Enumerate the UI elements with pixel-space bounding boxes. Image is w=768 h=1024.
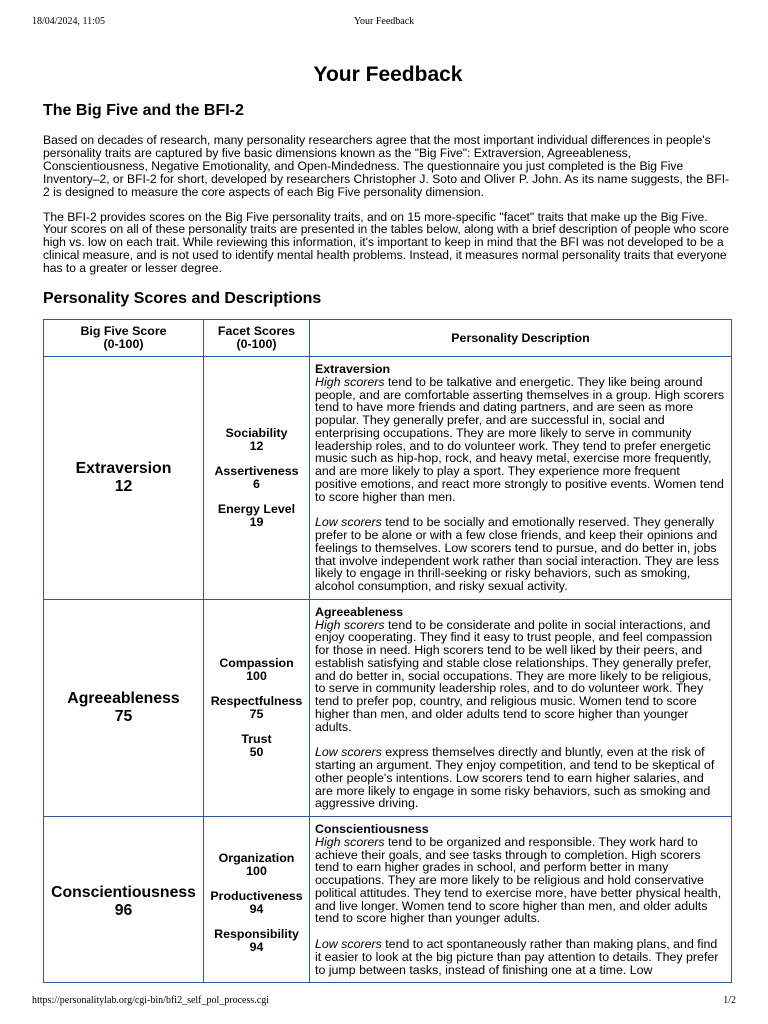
facet-score: 6 [253,476,260,491]
trait-name: Conscientiousness [51,883,196,901]
facet-scores-cell [204,817,310,983]
facet-scores-cell [204,599,310,816]
facet-item [204,695,309,720]
page-title: Your Feedback [313,63,463,86]
facet-score: 100 [246,863,267,878]
facet-score: 94 [249,901,264,916]
facet-name: Productiveness [210,889,303,904]
header-personality-description: Personality Description [310,320,732,357]
facet-score: 50 [249,744,264,759]
intro-paragraph: The BFI-2 provides scores on the Big Five personality traits, and on 15 more-specific "facet" traits that make up the Big Five. Your scores on all of these personality traits are presented in the tables below, along with a brief description of people who score high vs. low on each trait. While reviewing this information, it's important to keep in mind that the BFI was not developed to be a clinical measure, and is not used to identify mental health problems. Instead, it measures normal personality traits that everyone has to a greater or lesser degree. [43,209,729,276]
section-heading-scores: Personality Scores and Descriptions [43,290,322,308]
table-row-conscientiousness [44,817,732,983]
facet-item [204,890,309,915]
header-facet-scores: Facet Scores (0-100) [204,320,310,357]
facet-name: Compassion [219,656,294,671]
facet-item [204,503,309,528]
description-title: Agreeableness [315,604,404,619]
trait-score: 75 [114,707,133,725]
facet-score: 19 [249,514,264,529]
print-footer [32,995,736,1006]
facet-name: Trust [241,732,272,747]
facet-item [204,657,309,682]
print-title: Your Feedback [353,16,415,27]
facet-item [204,852,309,877]
facet-name: Organization [218,851,295,866]
high-scorers-text: High scorers tend to be considerate and polite in social interactions, and enjoy cooperating. They find it easy to trust people, and feel compassion for those in need. High scorers tend to be well liked by their peers, and establish satisfying and stable close relationships. They generally prefer, and do better in, social occupations. They are more likely to be religious, to serve in community leadership roles, and to do volunteer work. They tend to prefer pop, country, and religious music. Women tend to score higher than men, and older adults tend to score higher than younger adults. [315,617,713,734]
facet-item [204,928,309,953]
intro-paragraph: Based on decades of research, many personality researchers agree that the most important individual differences in people's personality traits are captured by five basic dimensions known as the "Big Five": Extraversion, Agreeableness, Conscientiousness, Negative Emotionality, and Open-Mindedness. The questionnaire you just completed is the Big Five Inventory–2, or BFI-2 for short, developed by researchers Christopher J. Soto and Oliver P. John. As its name suggests, the BFI-2 is designed to measure the core aspects of each Big Five personality dimension. [43,133,730,199]
trait-score: 12 [114,477,133,495]
print-header [32,16,736,27]
print-datetime: 18/04/2024, 11:05 [32,16,105,27]
facet-item [204,733,309,758]
footer-page-number: 1/2 [723,995,736,1006]
facet-score: 12 [249,438,264,453]
description-cell [310,817,732,983]
trait-name: Agreeableness [67,689,180,707]
facet-name: Assertiveness [214,464,299,479]
section-heading-big-five: The Big Five and the BFI-2 [43,102,244,119]
facet-score: 94 [249,939,264,954]
facet-name: Responsibility [214,927,299,942]
facet-name: Respectfulness [210,694,303,709]
big-five-score-cell [44,357,204,600]
trait-name: Extraversion [75,459,172,477]
facet-scores-cell [204,357,310,600]
high-scorers-text: High scorers tend to be organized and responsible. They work hard to achieve their goals, and see tasks through to completion. High scorers tend to earn higher grades in school, and perform better in many occupations. They are more likely to be religious and hold conservative political attitudes. They tend to exercise more, have better physical health, and live longer. Women tend to score higher than men, and older adults tend to score higher than younger adults. [315,834,722,926]
table-row-agreeableness [44,599,732,816]
big-five-score-cell [44,599,204,816]
description-title: Conscientiousness [315,822,429,837]
scores-table [43,319,732,983]
facet-name: Sociability [225,426,288,441]
high-scorers-text: High scorers tend to be talkative and energetic. They like being around people, and are comfortable asserting themselves in a group. High scorers tend to have more friends and dating partners, and are seen as more popular. They generally prefer, and are successful in, social and enterprising occupations. They are more likely to serve in community leadership roles, and to do volunteer work. They tend to prefer energetic music such as hip-hop, rock, and heavy metal, exercise more frequently, and are more likely to play a sport. They experience more frequent positive emotions, and react more strongly to positive events. Women tend to score higher than men. [315,374,725,504]
header-big-five-score: Big Five Score (0-100) [44,320,204,357]
low-scorers-text: Low scorers express themselves directly and bluntly, even at the risk of starting an argument. They enjoy competition, and tend to be skeptical of other people's intentions. Low scorers tend to earn higher salaries, and are more likely to engage in some risky behaviors, such as smoking and aggressive driving. [315,745,715,811]
description-cell [310,599,732,816]
trait-score: 96 [114,901,133,919]
table-header-row [44,320,732,357]
facet-item [204,427,309,452]
table-row-extraversion [44,357,732,600]
description-cell [310,357,732,600]
facet-name: Energy Level [217,502,296,517]
facet-score: 100 [246,668,267,683]
low-scorers-text: Low scorers tend to act spontaneously rather than making plans, and find it easier to look at the big picture than pay attention to details. They prefer to jump between tasks, instead of finishing one at a time. Low [315,937,719,977]
big-five-score-cell [44,817,204,983]
facet-item [204,465,309,490]
page-content [43,60,733,983]
description-title: Extraversion [315,362,391,377]
low-scorers-text: Low scorers tend to be socially and emotionally reserved. They generally prefer to be alone or with a few close friends, and keep their opinions and feelings to themselves. Low scorers tend to pursue, and do better in, jobs that involve independent work rather than social interaction. They are less likely to engage in thrill-seeking or risky behaviors, such as smoking, alcohol consumption, and risky sexual activity. [315,515,720,594]
facet-score: 75 [249,706,264,721]
footer-url[interactable]: https://personalitylab.org/cgi-bin/bfi2_self_pol_process.cgi [32,995,269,1006]
